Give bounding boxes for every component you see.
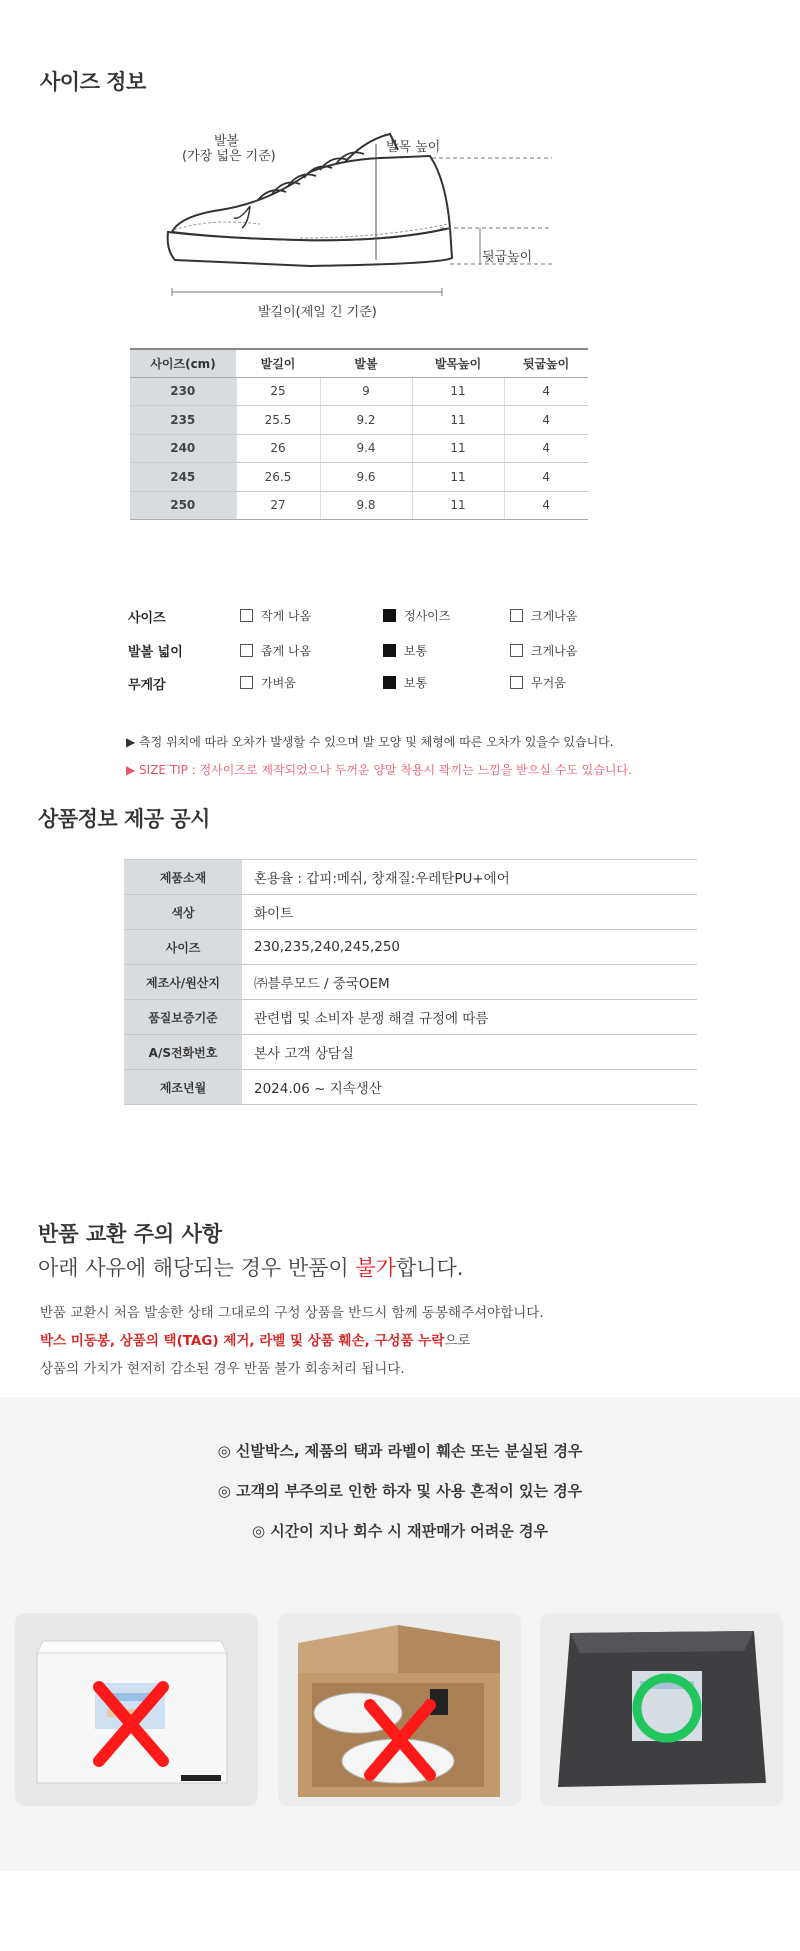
cell: 25 (236, 377, 320, 406)
table-row (124, 860, 697, 895)
info-value: 화이트 (242, 895, 697, 930)
cell: 11 (412, 491, 504, 520)
header-length: 발길이 (236, 349, 320, 377)
measurement-note: ▶ 측정 위치에 따라 오차가 발생할 수 있으며 발 모양 및 체형에 따른 오차가 있을수 있습니다. (126, 735, 614, 749)
fit-option: 가벼움 (240, 674, 296, 691)
table-row (130, 491, 588, 520)
checkbox-checked-icon (383, 609, 396, 622)
open-box-x-icon (278, 1613, 521, 1806)
cell: 235 (130, 406, 236, 435)
fit-label-size: 사이즈 (128, 611, 166, 626)
info-key: A/S전화번호 (124, 1035, 242, 1070)
checkbox-icon (510, 676, 523, 689)
info-value: ㈜블루모드 / 중국OEM (242, 965, 697, 1000)
parcel-o-icon (540, 1613, 783, 1806)
cell: 4 (504, 463, 588, 492)
info-key: 품질보증기준 (124, 1000, 242, 1035)
table-row (130, 463, 588, 492)
cell: 25.5 (236, 406, 320, 435)
table-row (124, 1070, 697, 1105)
fit-option-selected: 정사이즈 (383, 607, 450, 624)
checkbox-icon (240, 676, 253, 689)
checkbox-checked-icon (383, 676, 396, 689)
checkbox-icon (510, 644, 523, 657)
return-condition-3: ◎ 시간이 지나 회수 시 재판매가 어려운 경우 (252, 1522, 548, 1540)
cell: 9.6 (320, 463, 412, 492)
info-section-title: 상품정보 제공 공시 (38, 807, 210, 831)
cell: 230 (130, 377, 236, 406)
cell: 4 (504, 406, 588, 435)
photo-damaged-box (15, 1613, 258, 1806)
size-tip: ▶ SIZE TIP : 정사이즈로 제작되었으나 두꺼운 양말 착용시 꽉끼는 느낌을 받으실 수도 있습니다. (126, 763, 632, 777)
fit-label-width: 발볼 넓이 (128, 645, 183, 660)
header-ball: 발볼 (320, 349, 412, 377)
fit-label-weight: 무게감 (128, 678, 166, 693)
ball-width-label: 발볼 (214, 134, 240, 149)
fit-option: 좁게 나옴 (240, 642, 311, 659)
info-value: 관련법 및 소비자 분쟁 해결 규정에 따름 (242, 1000, 697, 1035)
return-condition-1: ◎ 신발박스, 제품의 택과 라벨이 훼손 또는 분실된 경우 (217, 1442, 583, 1460)
table-row (130, 434, 588, 463)
fit-option-selected: 보통 (383, 642, 427, 659)
info-value: 230,235,240,245,250 (242, 930, 697, 965)
cell: 11 (412, 463, 504, 492)
info-key: 제조사/원산지 (124, 965, 242, 1000)
size-table (130, 348, 588, 520)
info-key: 색상 (124, 895, 242, 930)
return-line-3: 상품의 가치가 현저히 감소된 경우 반품 불가 회송처리 됩니다. (40, 1361, 405, 1377)
header-size: 사이즈(cm) (130, 349, 236, 377)
cell: 4 (504, 434, 588, 463)
info-value: 혼용율 : 갑피:메쉬, 창재질:우레탄PU+에어 (242, 860, 697, 895)
cell: 245 (130, 463, 236, 492)
table-row (124, 1000, 697, 1035)
fit-option: 크게나옴 (510, 642, 577, 659)
cell: 9.4 (320, 434, 412, 463)
checkbox-checked-icon (383, 644, 396, 657)
photo-used-shoes (278, 1613, 521, 1806)
return-condition-2: ◎ 고객의 부주의로 인한 하자 및 사용 흔적이 있는 경우 (217, 1482, 583, 1500)
return-section-title: 반품 교환 주의 사항 (38, 1222, 223, 1246)
product-info-table (124, 859, 697, 1105)
cell: 26.5 (236, 463, 320, 492)
size-section-title: 사이즈 정보 (40, 70, 146, 94)
cell: 11 (412, 434, 504, 463)
cell: 4 (504, 491, 588, 520)
table-row (130, 406, 588, 435)
foot-length-label: 발길이(제일 긴 기준) (258, 305, 377, 320)
return-subtitle: 아래 사유에 해당되는 경우 반품이 불가합니다. (38, 1256, 464, 1280)
table-row (124, 1035, 697, 1070)
fit-option-selected: 보통 (383, 674, 427, 691)
cell: 9.2 (320, 406, 412, 435)
cell: 11 (412, 377, 504, 406)
return-impossible-text: 불가 (355, 1256, 396, 1280)
info-key: 제조년월 (124, 1070, 242, 1105)
checkbox-icon (240, 609, 253, 622)
cell: 9 (320, 377, 412, 406)
shoe-box-x-icon (15, 1613, 258, 1806)
info-key: 제품소재 (124, 860, 242, 895)
ball-width-sub-label: (가장 넓은 기준) (182, 149, 276, 164)
cell: 4 (504, 377, 588, 406)
cell: 250 (130, 491, 236, 520)
header-ankle: 발목높이 (412, 349, 504, 377)
info-value: 본사 고객 상담실 (242, 1035, 697, 1070)
checkbox-icon (240, 644, 253, 657)
cell: 11 (412, 406, 504, 435)
fit-option: 작게 나옴 (240, 607, 311, 624)
header-heel: 뒷굽높이 (504, 349, 588, 377)
table-row (124, 930, 697, 965)
fit-option: 크게나옴 (510, 607, 577, 624)
return-line-1: 반품 교환시 처음 발송한 상태 그대로의 구성 상품을 반드시 함께 동봉해주셔야합니다. (40, 1305, 544, 1321)
ankle-height-label: 발목 높이 (386, 140, 441, 155)
cell: 240 (130, 434, 236, 463)
checkbox-icon (510, 609, 523, 622)
fit-option: 무거움 (510, 674, 566, 691)
size-table-header (130, 349, 588, 377)
cell: 9.8 (320, 491, 412, 520)
info-value: 2024.06 ~ 지속생산 (242, 1070, 697, 1105)
return-line-2: 박스 미동봉, 상품의 택(TAG) 제거, 라벨 및 상품 훼손, 구성품 누락으로 (40, 1333, 471, 1349)
photo-packed-parcel (540, 1613, 783, 1806)
cell: 26 (236, 434, 320, 463)
table-row (124, 895, 697, 930)
cell: 27 (236, 491, 320, 520)
heel-height-label: 뒷굽높이 (482, 250, 533, 265)
table-row (124, 965, 697, 1000)
table-row (130, 377, 588, 406)
info-key: 사이즈 (124, 930, 242, 965)
